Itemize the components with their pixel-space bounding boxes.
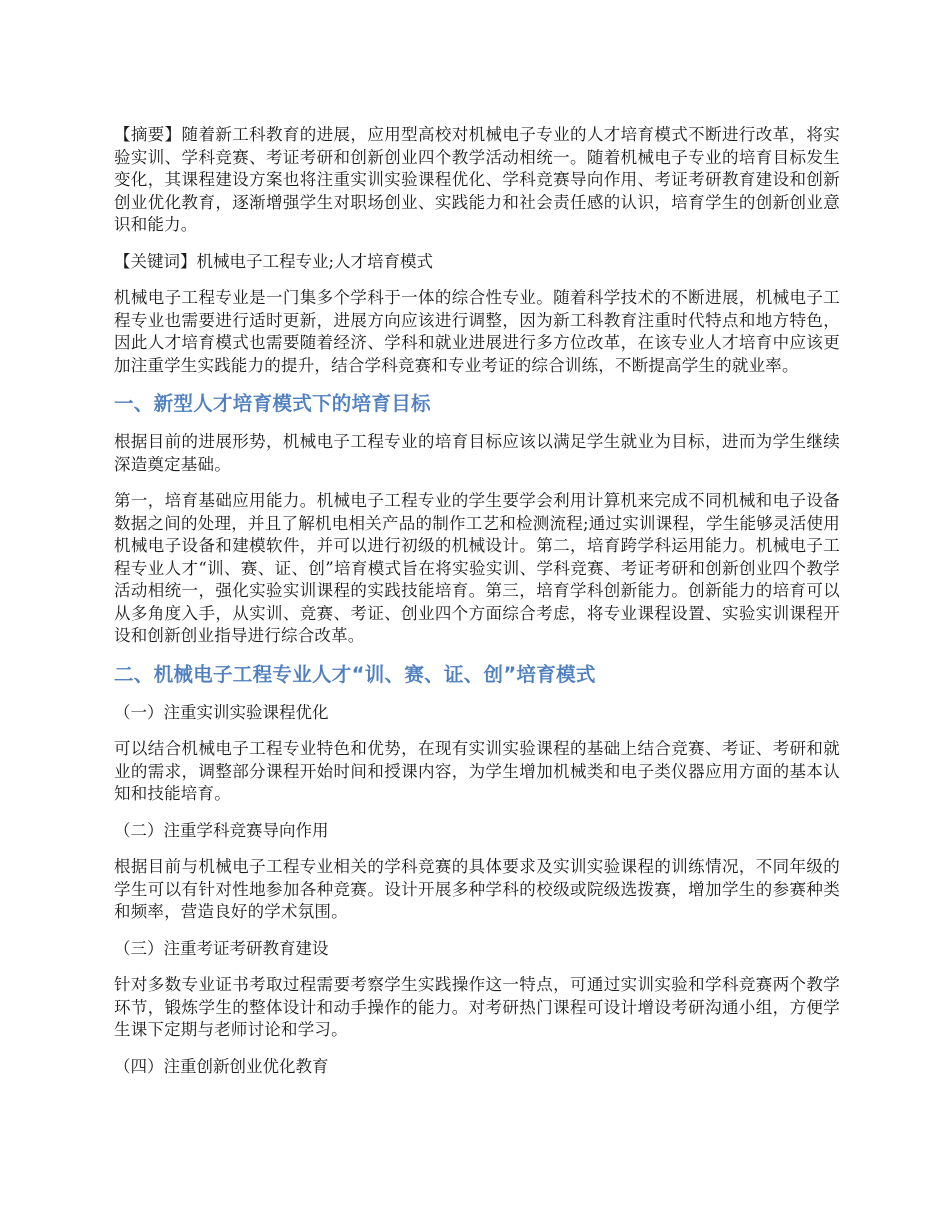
abstract-paragraph: 【摘要】随着新工科教育的进展，应用型高校对机械电子专业的人才培育模式不断进行改革，将实验实训、学科竞赛、考证考研和创新创业四个教学活动相统一。随着机械电子专业的培育目标发生变化，其课程建设方案也将注重实训实验课程优化、学科竞赛导向作用、考证考研教育建设和创新创业优化教育，逐渐增强学生对职场创业、实践能力和社会责任感的认识，培育学生的创新创业意识和能力。 bbox=[114, 125, 840, 234]
intro-paragraph: 机械电子工程专业是一门集多个学科于一体的综合性专业。随着科学技术的不断进展，机械电子工程专业也需要进行适时更新，进展方向应该进行调整，因为新工科教育注重时代特点和地方特色，因此人才培育模式也需要随着经济、学科和就业进展进行多方位改革，在该专业人才培育中应该更加注重学生实践能力的提升，结合学科竞赛和专业考证的综合训练，不断提高学生的就业率。 bbox=[114, 288, 840, 375]
subsection-1-paragraph: 可以结合机械电子工程专业特色和优势，在现有实训实验课程的基础上结合竞赛、考证、考研和就业的需求，调整部分课程开始时间和授课内容，为学生增加机械类和电子类仪器应用方面的基本认知和技能培育。 bbox=[114, 739, 840, 803]
keywords-line: 【关键词】机械电子工程专业;人才培育模式 bbox=[114, 251, 434, 271]
section-1-paragraph-1: 根据目前的进展形势，机械电子工程专业的培育目标应该以满足学生就业为目标，进而为学生继续深造奠定基础。 bbox=[114, 432, 840, 474]
section-1-paragraph-2: 第一，培育基础应用能力。机械电子工程专业的学生要学会利用计算机来完成不同机械和电子设备数据之间的处理，并且了解机电相关产品的制作工艺和检测流程;通过实训课程，学生能够灵活使用机械电子设备和建模软件，并可以进行初级的机械设计。第二，培育跨学科运用能力。机械电子工程专业人才“训、赛、证、创”培育模式旨在将实验实训、学科竞赛、考证考研和创新创业四个教学活动相统一，强化实验实训课程的实践技能培育。第三，培育学科创新能力。创新能力的培育可以从多角度入手，从实训、竞赛、考证、创业四个方面综合考虑，将专业课程设置、实验实训课程开设和创新创业指导进行综合改革。 bbox=[114, 491, 840, 645]
document-body bbox=[114, 124, 840, 1092]
subsection-4-heading: （四）注重创新创业优化教育 bbox=[114, 1056, 329, 1076]
section-1-heading: 一、新型人才培育模式下的培育目标 bbox=[114, 392, 431, 415]
subsection-2-paragraph: 根据目前与机械电子工程专业相关的学科竞赛的具体要求及实训实验课程的训练情况，不同年级的学生可以有针对性地参加各种竞赛。设计开展多种学科的校级或院级选拨赛，增加学生的参赛种类和频率，营造良好的学术氛围。 bbox=[114, 857, 840, 921]
subsection-3-paragraph: 针对多数专业证书考取过程需要考察学生实践操作这一特点，可通过实训实验和学科竞赛两个教学环节，锻炼学生的整体设计和动手操作的能力。对考研热门课程可设计增设考研沟通小组，方便学生课下定期与老师讨论和学习。 bbox=[114, 975, 840, 1039]
subsection-1-heading: （一）注重实训实验课程优化 bbox=[114, 702, 329, 722]
subsection-3-heading: （三）注重考证考研教育建设 bbox=[114, 938, 329, 958]
subsection-2-heading: （二）注重学科竞赛导向作用 bbox=[114, 820, 329, 840]
section-2-heading: 二、机械电子工程专业人才“训、赛、证、创”培育模式 bbox=[114, 662, 596, 686]
